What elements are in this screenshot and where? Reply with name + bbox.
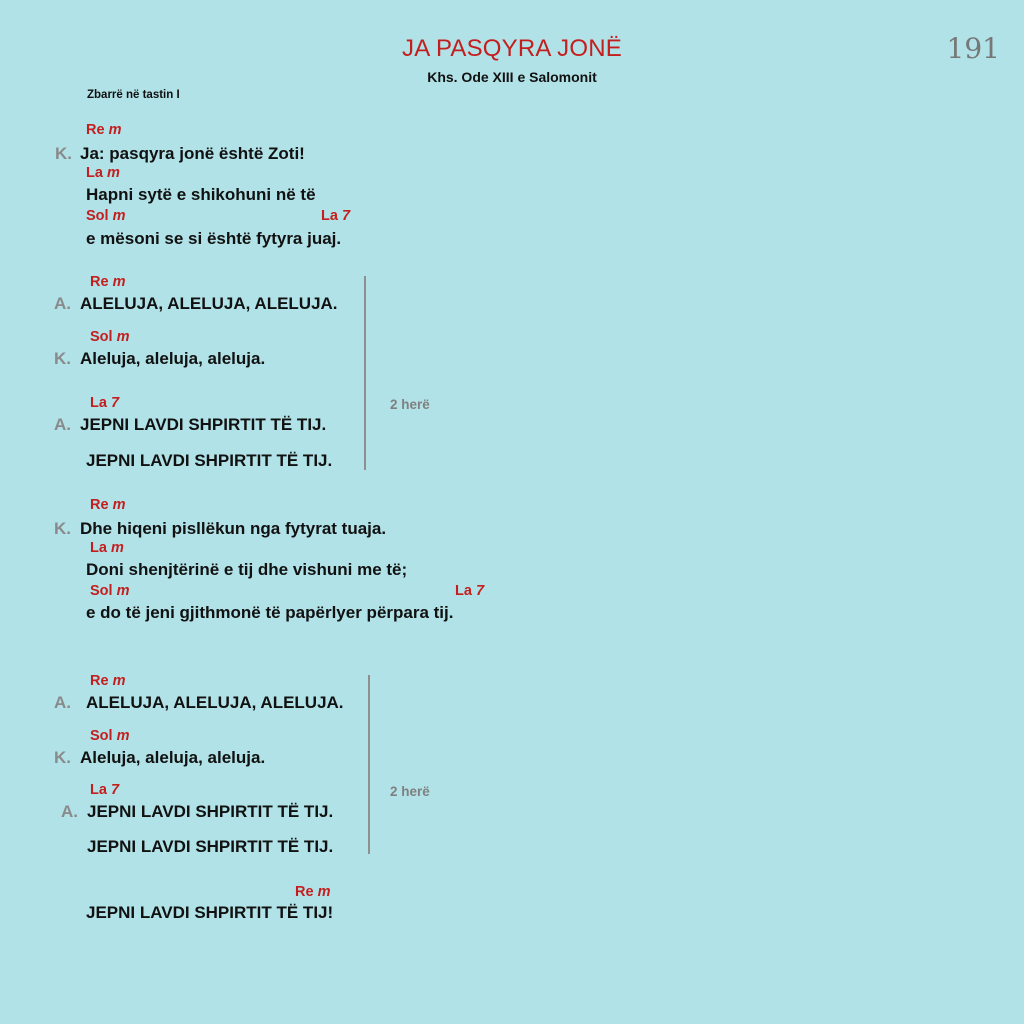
chord: La 7 (90, 782, 120, 798)
lyric-line: e mësoni se si është fytyra juaj. (86, 229, 342, 248)
chord: La 7 (455, 583, 485, 599)
chord: Re m (90, 497, 126, 513)
chord: Re m (295, 884, 331, 900)
lyric-line: Aleluja, aleluja, aleluja. (80, 349, 266, 368)
repeat-bracket (368, 675, 370, 854)
role-label: A. (61, 802, 78, 821)
capo-instruction: Zbarrë në tastin I (87, 89, 180, 101)
lyric-line: JEPNI LAVDI SHPIRTIT TË TIJ. (86, 451, 333, 470)
page-number: 191 (946, 32, 1000, 65)
role-label: K. (54, 748, 71, 767)
repeat-label: 2 herë (390, 397, 430, 412)
chord: Sol m (86, 208, 126, 224)
lyric-line: JEPNI LAVDI SHPIRTIT TË TIJ. (87, 802, 334, 821)
lyric-line: Doni shenjtërinë e tij dhe vishuni me të; (86, 560, 408, 579)
repeat-bracket (364, 276, 366, 470)
lyric-line: JEPNI LAVDI SHPIRTIT TË TIJ! (86, 903, 334, 922)
lyric-line: ALELUJA, ALELUJA, ALELUJA. (86, 693, 344, 712)
role-label: K. (55, 144, 72, 163)
chord: Re m (90, 274, 126, 290)
lyric-line: JEPNI LAVDI SHPIRTIT TË TIJ. (87, 837, 334, 856)
lyric-line: Dhe hiqeni pisllëkun nga fytyrat tuaja. (80, 519, 387, 538)
lyric-line: Aleluja, aleluja, aleluja. (80, 748, 266, 767)
lyric-line: JEPNI LAVDI SHPIRTIT TË TIJ. (80, 415, 327, 434)
repeat-label: 2 herë (390, 784, 430, 799)
song-title: JA PASQYRA JONË (402, 35, 622, 62)
role-label: K. (54, 519, 71, 538)
chord: La m (86, 165, 120, 181)
role-label: A. (54, 415, 71, 434)
role-label: A. (54, 693, 71, 712)
song-subtitle: Khs. Ode XIII e Salomonit (427, 69, 597, 85)
role-label: K. (54, 349, 71, 368)
chord: La 7 (321, 208, 351, 224)
role-label: A. (54, 294, 71, 313)
lyric-line: Hapni sytë e shikohuni në të (86, 185, 316, 204)
lyric-line: ALELUJA, ALELUJA, ALELUJA. (80, 294, 338, 313)
chord: Re m (90, 673, 126, 689)
chord: Sol m (90, 329, 130, 345)
lyric-line: e do të jeni gjithmonë të papërlyer përpara tij. (86, 603, 454, 622)
chord: Sol m (90, 583, 130, 599)
chord: Sol m (90, 728, 130, 744)
chord: La 7 (90, 395, 120, 411)
lyric-line: Ja: pasqyra jonë është Zoti! (80, 144, 305, 163)
chord: La m (90, 540, 124, 556)
chord: Re m (86, 122, 122, 138)
